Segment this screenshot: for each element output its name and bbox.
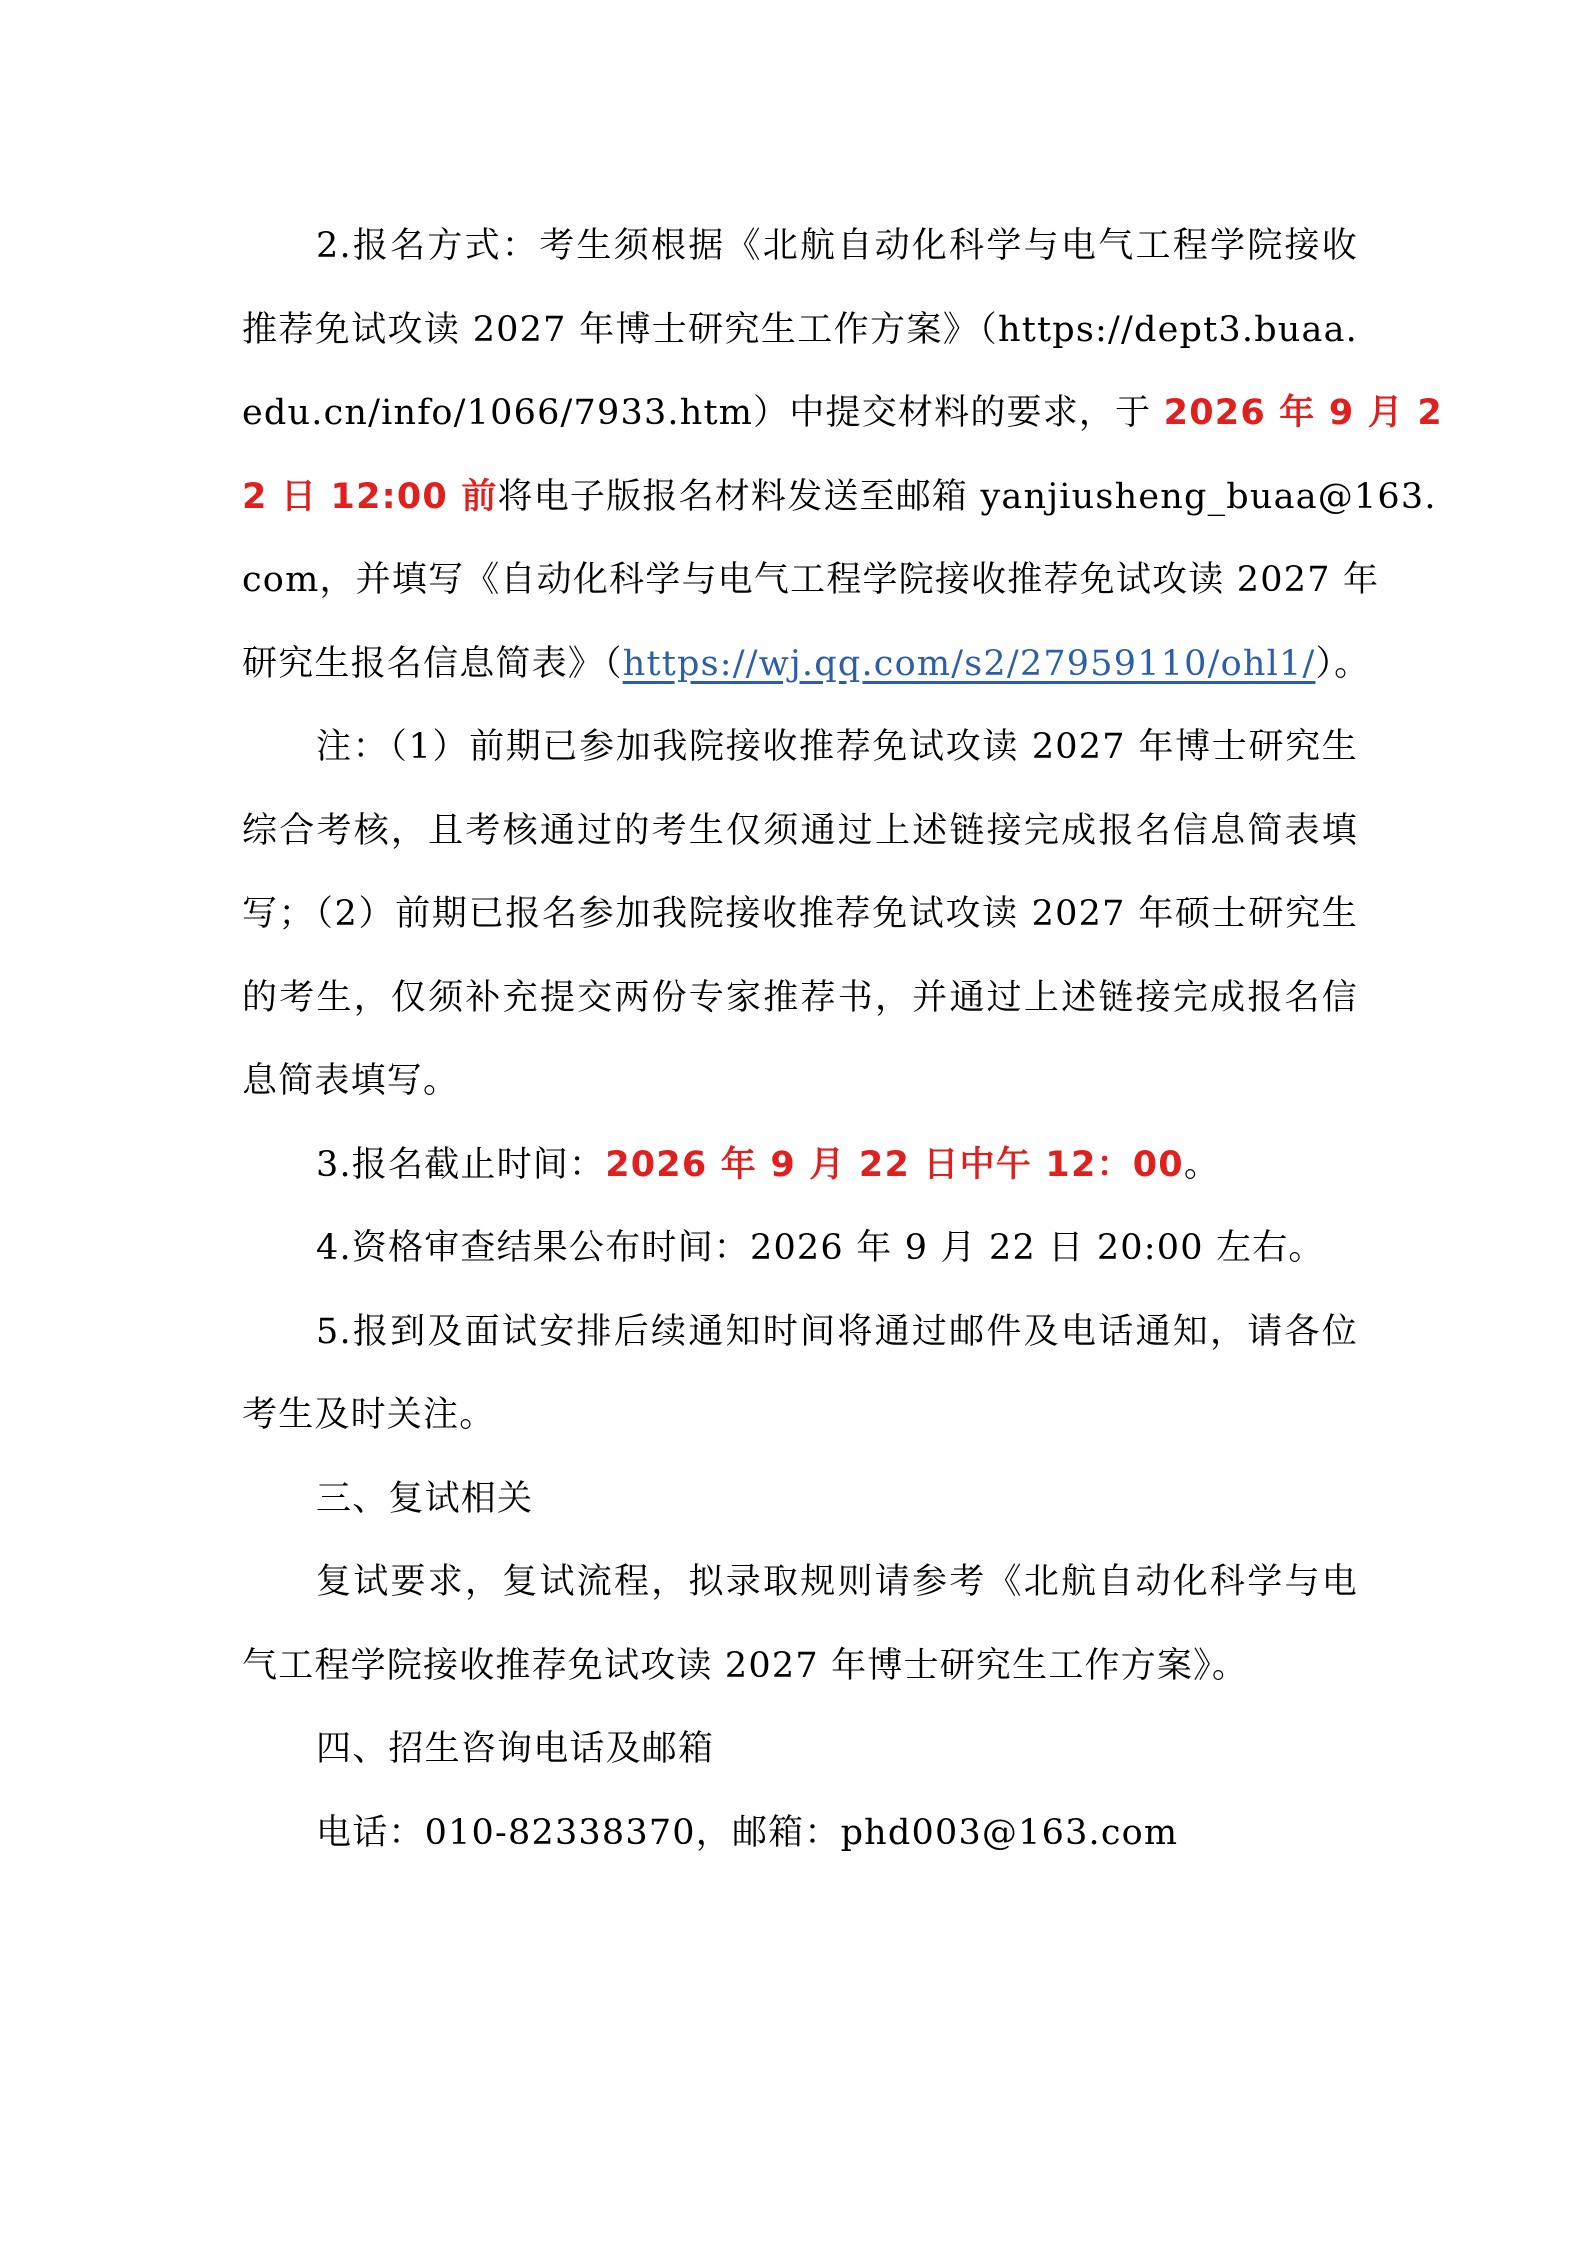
deadline-highlight: 2 日 12:00 前 [242, 476, 498, 517]
deadline-highlight: 2026 年 9 月 2 [1163, 393, 1443, 433]
text-segment: 将电子版报名材料发送至邮箱 yanjiusheng_buaa@163. [497, 476, 1437, 517]
text-segment: edu.cn/info/1066/7933.htm）中提交材料的要求，于 [242, 393, 1164, 433]
interview-notice-paragraph [242, 1291, 1358, 1458]
deadline-paragraph [242, 1124, 1358, 1208]
text-line: 综合考核，且考核通过的考生仅须通过上述链接完成报名信息简表填 [242, 810, 1358, 851]
text-segment: 。 [1183, 1144, 1221, 1185]
retest-heading [242, 1458, 1358, 1542]
text-segment: 3.报名截止时间： [316, 1144, 606, 1185]
deadline-highlight: 2026 年 9 月 22 日中午 12：00 [605, 1144, 1184, 1185]
text-line: 复试要求，复试流程，拟录取规则请参考《北航自动化科学与电 [316, 1562, 1358, 1602]
contact-info: 电话：010-82338370，邮箱：phd003@163.com [316, 1812, 1179, 1853]
text-line [242, 623, 1371, 707]
section-heading: 四、招生咨询电话及邮箱 [316, 1729, 715, 1769]
text-line: 写；（2）前期已报名参加我院接收推荐免试攻读 2027 年硕士研究生 [242, 894, 1358, 934]
review-result-paragraph [242, 1207, 1358, 1291]
text-line: 考生及时关注。 [242, 1395, 496, 1435]
text-line: 息简表填写。 [242, 1061, 460, 1101]
registration-method-paragraph [242, 205, 1443, 706]
document-page [242, 205, 1443, 1875]
text-line: 的考生，仅须补充提交两份专家推荐书，并通过上述链接完成报名信 [242, 977, 1358, 1018]
text-line [242, 456, 1437, 540]
retest-paragraph [242, 1541, 1358, 1708]
text-line [242, 372, 1443, 456]
text-line: 2.报名方式：考生须根据《北航自动化科学与电气工程学院接收 [316, 226, 1358, 266]
text-line: 气工程学院接收推荐免试攻读 2027 年博士研究生工作方案》。 [242, 1645, 1249, 1686]
text-line: 推荐免试攻读 2027 年博士研究生工作方案》（https://dept3.buaa. [242, 309, 1358, 350]
text-line [242, 1124, 1358, 1208]
text-line: 4.资格审查结果公布时间：2026 年 9 月 22 日 20:00 左右。 [316, 1228, 1325, 1268]
contact-paragraph [242, 1792, 1358, 1876]
text-segment: ）。 [1315, 643, 1371, 684]
text-segment: 研究生报名信息简表》（ [242, 643, 623, 684]
text-line: 注：（1）前期已参加我院接收推荐免试攻读 2027 年博士研究生 [316, 727, 1358, 767]
section-heading: 三、复试相关 [316, 1478, 534, 1519]
registration-form-link[interactable]: https://wj.qq.com/s2/27959110/ohl1/ [622, 643, 1316, 684]
text-line: 5.报到及面试安排后续通知时间将通过邮件及电话通知，请各位 [316, 1311, 1358, 1352]
text-line: com，并填写《自动化科学与电气工程学院接收推荐免试攻读 2027 年 [242, 560, 1380, 600]
note-paragraph [242, 706, 1358, 1124]
contact-heading [242, 1708, 1358, 1792]
